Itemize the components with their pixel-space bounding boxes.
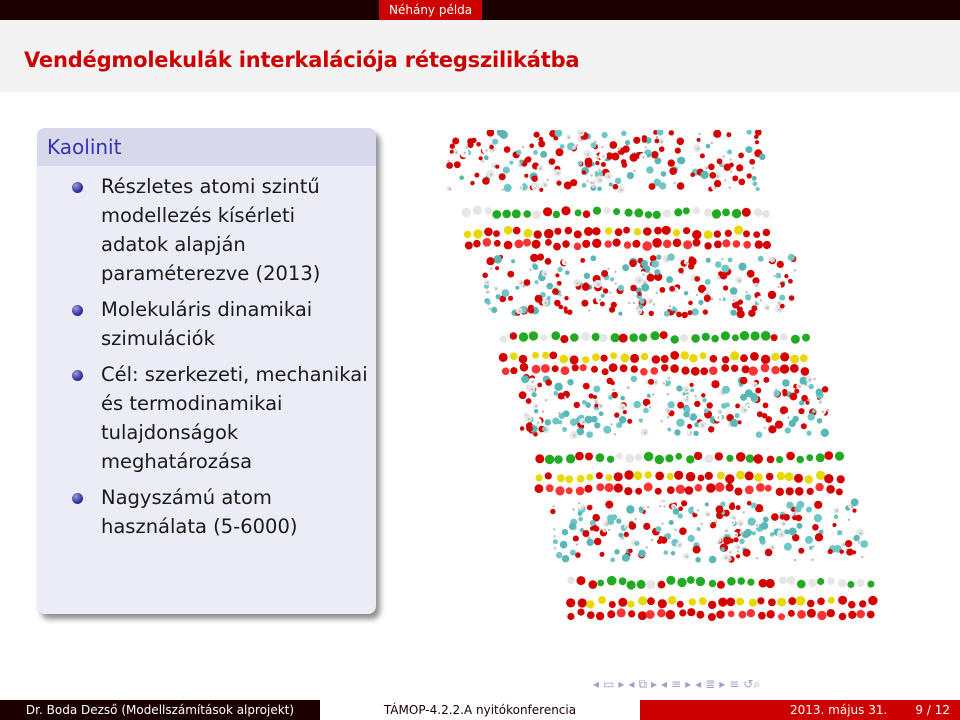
bullet-icon [72,182,83,193]
list-item-text: Cél: szerkezeti, mechanikai és termodinamikai tulajdonságok meghatározása [101,363,368,473]
bullet-icon [72,493,83,504]
footer-author: Dr. Boda Dezső (Modellszámítások alprojekt) [0,700,320,720]
list-item-text: Molekuláris dinamikai szimulációk [101,298,313,350]
section-label[interactable]: Néhány példa [379,0,482,20]
bullet-icon [72,370,83,381]
list-item-text: Részletes atomi szintű modellezés kísérleti adatok alapján paraméterezve (2013) [101,175,321,285]
footer-date: 2013. május 31. [790,703,888,717]
frame-right-icon[interactable]: ▸ [651,677,658,691]
section-icon[interactable]: ≣ [705,677,716,691]
search-icon[interactable]: ↺⌕ [743,677,761,691]
block-title: Kaolinit [37,128,376,166]
footer-right [640,700,960,720]
subsection-right-icon[interactable]: ▸ [685,677,692,691]
footer [0,700,960,720]
list-item [37,295,376,353]
frame-icon[interactable]: ⧉ [638,677,648,691]
page-number: 9 / 12 [915,703,950,717]
list-item [37,483,376,541]
bullet-list [37,166,376,541]
slide-right-icon[interactable]: ▸ [618,677,625,691]
frame-left-icon[interactable]: ◂ [628,677,635,691]
slide-icon[interactable]: ▭ [603,677,615,691]
content-block [37,128,376,614]
list-item-text: Nagyszámú atom használata (5-6000) [101,486,298,538]
bullet-icon [72,305,83,316]
footer-event: TÁMOP-4.2.2.A nyitókonferencia [320,700,640,720]
section-nav[interactable] [379,0,482,20]
slide-left-icon[interactable]: ◂ [593,677,600,691]
section-right-icon[interactable]: ▸ [719,677,726,691]
subsection-icon[interactable]: ≡ [671,677,682,691]
align-icon[interactable]: ≡ [729,677,740,691]
subsection-left-icon[interactable]: ◂ [661,677,668,691]
list-item [37,172,376,288]
list-item [37,360,376,476]
section-left-icon[interactable]: ◂ [695,677,702,691]
beamer-navigation[interactable] [593,676,760,692]
molecular-simulation-image [440,130,880,630]
frame-title: Vendégmolekulák interkalációja rétegszilikátba [24,48,580,72]
